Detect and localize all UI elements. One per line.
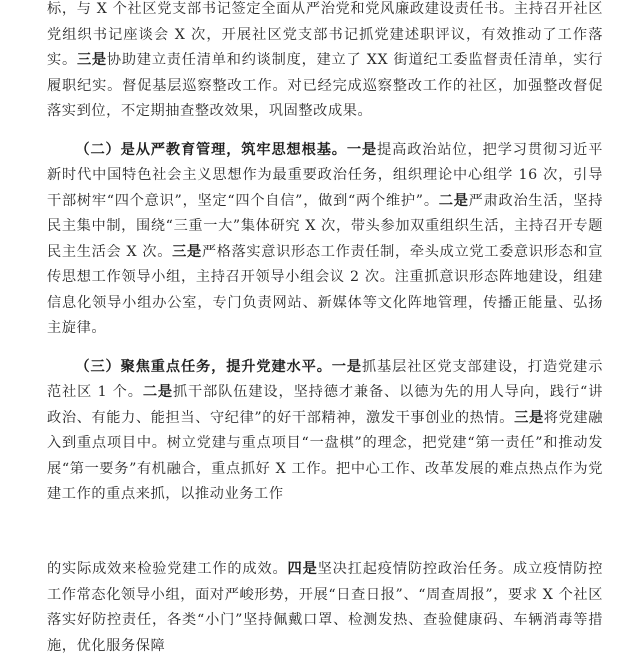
sequence-marker: 三是 xyxy=(514,409,544,426)
sequence-marker: 三是 xyxy=(76,52,107,68)
document-text-upper xyxy=(47,0,603,508)
paragraph-text: 坚决扛起疫情防控政治任务。成立疫情防控工作常态化领导小组，面对严峻形势，开展“日查日报”、“周查周报”，要求 X 个社区落实好防控责任，各类“小门”坚持佩戴口罩、检测发热、查验健康码、车辆消毒等措施，优化服务保障 xyxy=(47,561,604,654)
sequence-marker: 一是 xyxy=(331,358,362,375)
paragraph-education-management xyxy=(47,138,603,342)
paragraph-text: 严格落实意识形态工作责任制，牵头成立党工委意识形态和宣传思想工作领导小组，主持召开领导小组会议 2 次。注重抓意识形态阵地建设，组建信息化领导小组办公室，专门负责网站、新媒体等文化阵地管理，传播正能量、弘扬主旋律。 xyxy=(47,243,604,336)
paragraph-text: 提高政治站位，把学习贯彻习近平新时代中国特色社会主义思想作为最重要政治任务，组织理论中心组学 16 次，引导干部树牢“四个意识”，坚定“四个自信”，做到“两个维护”。 xyxy=(47,141,603,209)
paragraph-key-tasks xyxy=(47,355,603,508)
section-heading: （二）是从严教育管理，筑牢思想根基。 xyxy=(75,141,347,158)
sequence-marker: 二是 xyxy=(438,192,469,209)
paragraph-text: 将党建融入到重点项目中。树立党建与重点项目“一盘棋”的理念，把党建“第一责任”和推动发展“第一要务”有机融合，重点抓好 X 工作。把中心工作、改革发展的难点热点作为党建工作的重点来抓，以推动业务工作 xyxy=(47,409,603,502)
paragraph-text: 抓基层社区党支部建设，打造党建示范社区 1 个。 xyxy=(47,358,603,400)
paragraph-text: 的实际成效来检验党建工作的成效。 xyxy=(47,561,288,577)
paragraph-responsibility-continued xyxy=(47,0,603,125)
sequence-marker: 二是 xyxy=(142,384,173,400)
sequence-marker: 三是 xyxy=(172,243,202,260)
paragraph-epidemic-prevention xyxy=(47,557,603,659)
document-text-lower xyxy=(47,557,603,659)
paragraph-text: 严肃政治生活，坚持民主集中制，围绕“三重一大”集体研究 X 次，带头参加双重组织生活，主持召开专题民主生活会 X 次。 xyxy=(47,192,603,260)
section-heading: （三）聚焦重点任务，提升党建水平。 xyxy=(75,358,332,375)
paragraph-text: 抓干部队伍建设，坚持德才兼备、以德为先的用人导向，践行“讲政治、有能力、能担当、守纪律”的好干部精神，激发干事创业的热情。 xyxy=(47,384,603,426)
paragraph-text: 标，与 X 个社区党支部书记签定全面从严治党和党风廉政建设责任书。主持召开社区党组织书记座谈会 X 次，开展社区党支部书记抓党建述职评议，有效推动了工作落实。 xyxy=(47,1,603,68)
sequence-marker: 四是 xyxy=(287,561,318,577)
paragraph-spacer xyxy=(47,342,603,355)
sequence-marker: 一是 xyxy=(346,141,378,158)
paragraph-spacer xyxy=(47,125,603,138)
paragraph-text: 协助建立责任清单和约谈制度，建立了 XX 街道纪工委监督责任清单，实行履职纪实。督促基层巡察整改工作。对已经完成巡察整改工作的社区，加强整改督促落实到位，不定期抽查整改效果，巩固整改成果。 xyxy=(47,52,603,119)
